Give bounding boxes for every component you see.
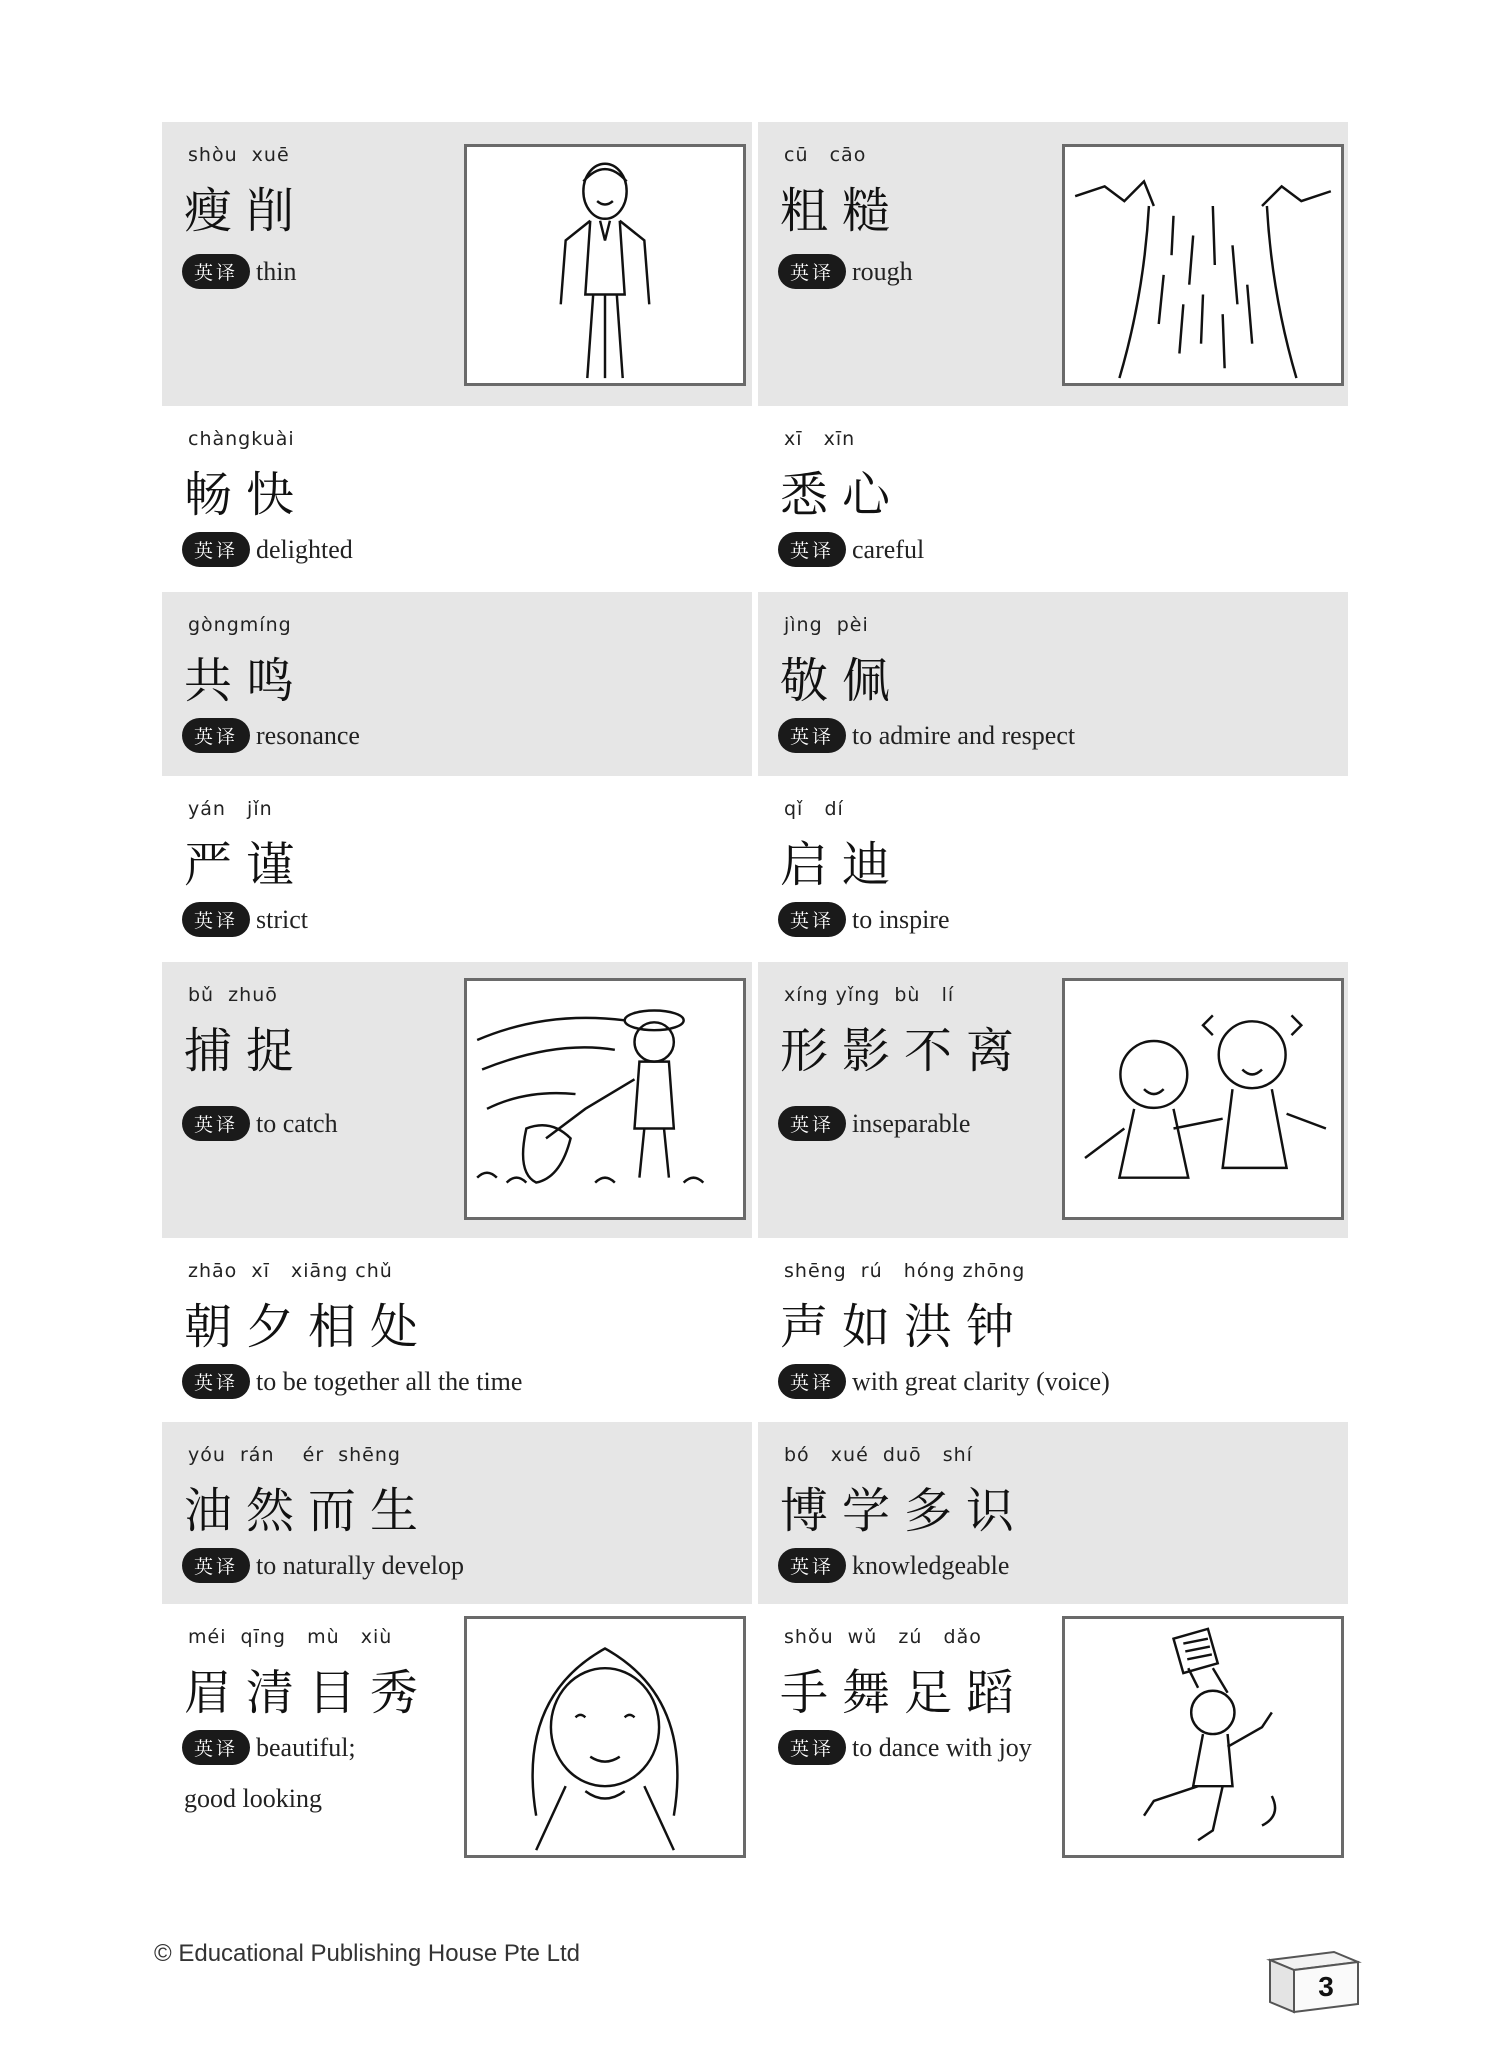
translation bbox=[778, 1730, 1032, 1765]
two-girls-holding-hands-illustration bbox=[1062, 978, 1344, 1220]
vocab-card bbox=[162, 776, 752, 962]
chinese-word: 眉清目秀 bbox=[184, 1665, 433, 1721]
girl-face-illustration bbox=[464, 1616, 746, 1858]
thin-man-illustration bbox=[464, 144, 746, 386]
english-translation-badge: 英译 bbox=[182, 1364, 250, 1399]
pinyin: xī xīn bbox=[784, 428, 856, 450]
chinese-word: 手舞足蹈 bbox=[780, 1665, 1029, 1721]
chinese-word: 悉心 bbox=[780, 467, 905, 523]
english-meaning: beautiful; bbox=[256, 1732, 356, 1762]
vocab-card bbox=[758, 776, 1348, 962]
translation bbox=[778, 1106, 970, 1141]
english-translation-badge: 英译 bbox=[182, 1730, 250, 1765]
translation bbox=[182, 718, 360, 753]
translation bbox=[182, 254, 296, 289]
english-translation-badge: 英译 bbox=[778, 532, 846, 567]
english-meaning-continued: good looking bbox=[184, 1784, 322, 1813]
english-translation-badge: 英译 bbox=[182, 902, 250, 937]
pinyin: bǔ zhuō bbox=[188, 984, 278, 1006]
vocab-card bbox=[758, 1422, 1348, 1604]
vocabulary-grid bbox=[162, 122, 1348, 1864]
chinese-word: 声如洪钟 bbox=[780, 1299, 1029, 1355]
english-meaning: to admire and respect bbox=[852, 720, 1076, 750]
english-meaning: thin bbox=[256, 256, 297, 286]
translation bbox=[778, 1548, 1009, 1583]
translation bbox=[182, 902, 308, 937]
pinyin: bó xué duō shí bbox=[784, 1444, 973, 1466]
translation bbox=[778, 902, 950, 937]
pinyin: shǒu wǔ zú dǎo bbox=[784, 1626, 982, 1648]
pinyin: yán jǐn bbox=[188, 798, 273, 820]
vocab-row bbox=[162, 776, 1348, 962]
copyright-notice: © Educational Publishing House Pte Ltd bbox=[154, 1940, 580, 1967]
page-number: 3 bbox=[1318, 1971, 1334, 2002]
vocab-card bbox=[758, 406, 1348, 592]
english-translation-badge: 英译 bbox=[778, 902, 846, 937]
english-meaning: delighted bbox=[256, 534, 353, 564]
pinyin: gòngmíng bbox=[188, 614, 292, 636]
pinyin: méi qīng mù xiù bbox=[188, 1626, 393, 1648]
english-translation-badge: 英译 bbox=[778, 254, 846, 289]
vocab-card bbox=[162, 406, 752, 592]
translation bbox=[778, 1364, 1110, 1399]
english-meaning: knowledgeable bbox=[852, 1550, 1010, 1580]
english-translation-badge: 英译 bbox=[182, 532, 250, 567]
english-translation-badge: 英译 bbox=[778, 1730, 846, 1765]
vocab-row bbox=[162, 406, 1348, 592]
translation bbox=[182, 1730, 356, 1765]
pinyin: zhāo xī xiāng chǔ bbox=[188, 1260, 393, 1282]
english-translation-badge: 英译 bbox=[182, 1106, 250, 1141]
english-meaning: to catch bbox=[256, 1108, 338, 1138]
chinese-word: 朝夕相处 bbox=[184, 1299, 433, 1355]
vocab-card bbox=[162, 1238, 752, 1422]
vocab-row bbox=[162, 122, 1348, 406]
vocab-card bbox=[758, 592, 1348, 776]
chinese-word: 油然而生 bbox=[184, 1483, 433, 1539]
vocab-card bbox=[162, 1422, 752, 1604]
translation bbox=[182, 1106, 338, 1141]
vocab-row bbox=[162, 1422, 1348, 1604]
chinese-word: 形影不离 bbox=[780, 1023, 1029, 1079]
vocab-row bbox=[162, 592, 1348, 776]
page-number-block bbox=[1262, 1938, 1362, 2018]
chinese-word: 启迪 bbox=[780, 837, 905, 893]
vocab-row bbox=[162, 1604, 1348, 1864]
translation bbox=[778, 532, 924, 567]
pinyin: xíng yǐng bù lí bbox=[784, 984, 955, 1006]
vocab-row bbox=[162, 962, 1348, 1238]
boy-with-net-illustration bbox=[464, 978, 746, 1220]
vocab-row bbox=[162, 1238, 1348, 1422]
chinese-word: 敬佩 bbox=[780, 653, 905, 709]
pinyin: shòu xuē bbox=[188, 144, 290, 166]
translation bbox=[778, 718, 1075, 753]
chinese-word: 严谨 bbox=[184, 837, 309, 893]
vocab-card bbox=[162, 962, 752, 1238]
pinyin: shēng rú hóng zhōng bbox=[784, 1260, 1026, 1282]
english-meaning: with great clarity (voice) bbox=[852, 1366, 1110, 1396]
english-translation-badge: 英译 bbox=[778, 1548, 846, 1583]
english-translation-badge: 英译 bbox=[778, 1364, 846, 1399]
english-meaning: to naturally develop bbox=[256, 1550, 464, 1580]
chinese-word: 共鸣 bbox=[184, 653, 309, 709]
page-number-cube bbox=[1262, 1938, 1362, 2018]
english-meaning: resonance bbox=[256, 720, 360, 750]
english-translation-badge: 英译 bbox=[182, 254, 250, 289]
translation bbox=[778, 254, 913, 289]
vocab-card bbox=[758, 122, 1348, 406]
english-translation-badge: 英译 bbox=[182, 718, 250, 753]
pinyin: cū cāo bbox=[784, 144, 867, 166]
english-translation-badge: 英译 bbox=[778, 1106, 846, 1141]
vocab-card bbox=[162, 592, 752, 776]
translation bbox=[182, 1548, 464, 1583]
chinese-word: 瘦削 bbox=[184, 183, 309, 239]
pinyin: qǐ dí bbox=[784, 798, 844, 820]
vocab-card bbox=[758, 1604, 1348, 1864]
vocab-card bbox=[758, 962, 1348, 1238]
chinese-word: 博学多识 bbox=[780, 1483, 1029, 1539]
english-meaning: inseparable bbox=[852, 1108, 971, 1138]
english-meaning: strict bbox=[256, 904, 309, 934]
vocab-card bbox=[758, 1238, 1348, 1422]
english-meaning: rough bbox=[852, 256, 913, 286]
translation bbox=[182, 1364, 522, 1399]
pinyin: yóu rán ér shēng bbox=[188, 1444, 401, 1466]
chinese-word: 粗糙 bbox=[780, 183, 905, 239]
boy-dancing-with-paper-illustration bbox=[1062, 1616, 1344, 1858]
chinese-word: 捕捉 bbox=[184, 1023, 309, 1079]
english-translation-badge: 英译 bbox=[778, 718, 846, 753]
english-meaning: to dance with joy bbox=[852, 1732, 1032, 1762]
pinyin: jìng pèi bbox=[784, 614, 869, 636]
pinyin: chàngkuài bbox=[188, 428, 295, 450]
english-meaning: to inspire bbox=[852, 904, 950, 934]
chinese-word: 畅快 bbox=[184, 467, 309, 523]
english-meaning: careful bbox=[852, 534, 925, 564]
vocab-card bbox=[162, 122, 752, 406]
english-meaning: to be together all the time bbox=[256, 1366, 523, 1396]
tree-trunk-illustration bbox=[1062, 144, 1344, 386]
english-translation-badge: 英译 bbox=[182, 1548, 250, 1583]
translation bbox=[182, 532, 353, 567]
vocab-card bbox=[162, 1604, 752, 1864]
